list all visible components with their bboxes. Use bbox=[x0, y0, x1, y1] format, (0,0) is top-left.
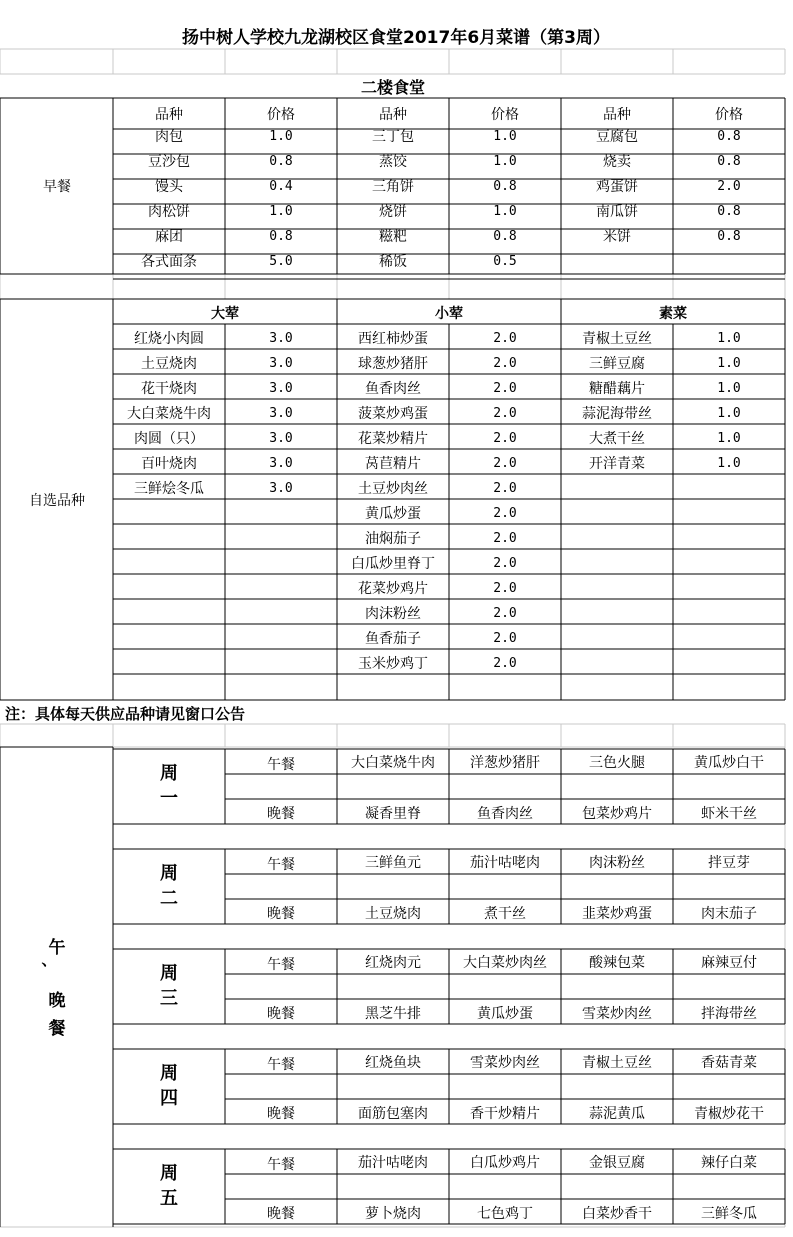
breakfast-item: 馒头 bbox=[155, 179, 183, 195]
optional-item: 黄瓜炒蛋 bbox=[365, 506, 421, 522]
lunch-dish: 红烧鱼块 bbox=[365, 1055, 421, 1071]
optional-item: 百叶烧肉 bbox=[141, 456, 197, 472]
dinner-dish: 三鲜冬瓜 bbox=[701, 1206, 757, 1222]
lunch-dish: 雪菜炒肉丝 bbox=[470, 1055, 540, 1071]
optional-item: 三鲜烩冬瓜 bbox=[134, 481, 204, 497]
canteen-subtitle: 二楼食堂 bbox=[360, 78, 426, 97]
optional-price: 1.0 bbox=[717, 331, 741, 346]
breakfast-item: 烧卖 bbox=[603, 154, 631, 170]
breakfast-item: 麻团 bbox=[155, 229, 183, 245]
dinner-dish: 面筋包塞肉 bbox=[358, 1106, 428, 1122]
breakfast-header: 品种 bbox=[379, 107, 407, 123]
dinner-dish: 煮干丝 bbox=[484, 906, 526, 922]
meal-label-lunch: 午 bbox=[48, 938, 66, 958]
optional-item: 红烧小肉圆 bbox=[134, 331, 204, 347]
breakfast-price: 0.8 bbox=[717, 229, 741, 244]
optional-item: 土豆炒肉丝 bbox=[358, 481, 428, 497]
dinner-dish: 蒜泥黄瓜 bbox=[589, 1106, 645, 1122]
optional-price: 3.0 bbox=[269, 381, 293, 396]
optional-header: 大荤 bbox=[211, 306, 239, 322]
breakfast-price: 1.0 bbox=[493, 129, 517, 144]
optional-price: 3.0 bbox=[269, 331, 293, 346]
dinner-dish: 七色鸡丁 bbox=[477, 1206, 533, 1222]
optional-price: 2.0 bbox=[493, 531, 517, 546]
optional-item: 糖醋藕片 bbox=[589, 381, 645, 397]
dinner-dish: 白菜炒香干 bbox=[582, 1206, 652, 1222]
lunch-label: 午餐 bbox=[267, 757, 295, 773]
dinner-label: 晚餐 bbox=[267, 1106, 295, 1122]
lunch-dish: 酸辣包菜 bbox=[589, 955, 645, 971]
dinner-dish: 土豆烧肉 bbox=[365, 906, 421, 922]
breakfast-price: 1.0 bbox=[493, 204, 517, 219]
dinner-dish: 肉末茄子 bbox=[701, 906, 757, 922]
optional-price: 3.0 bbox=[269, 456, 293, 471]
breakfast-price: 0.8 bbox=[269, 154, 293, 169]
lunch-dish: 白瓜炒鸡片 bbox=[470, 1155, 540, 1171]
optional-header: 小荤 bbox=[435, 306, 463, 322]
breakfast-item: 稀饭 bbox=[379, 254, 407, 270]
weekday-label: 周 bbox=[160, 763, 178, 784]
optional-price: 3.0 bbox=[269, 481, 293, 496]
optional-item: 花菜炒精片 bbox=[358, 431, 428, 447]
breakfast-item: 各式面条 bbox=[141, 254, 197, 270]
breakfast-item: 三角饼 bbox=[372, 179, 414, 195]
breakfast-price: 0.8 bbox=[269, 229, 293, 244]
weekday-label: 周 bbox=[160, 1163, 178, 1184]
notice-text: 注：具体每天供应品种请见窗口公告 bbox=[5, 705, 246, 723]
optional-price: 3.0 bbox=[269, 356, 293, 371]
optional-price: 2.0 bbox=[493, 331, 517, 346]
meal-label-mark: 、 bbox=[41, 951, 57, 969]
optional-price: 2.0 bbox=[493, 581, 517, 596]
weekday-label: 一 bbox=[160, 788, 178, 809]
lunch-label: 午餐 bbox=[267, 957, 295, 973]
lunch-dish: 红烧肉元 bbox=[365, 955, 421, 971]
breakfast-header: 品种 bbox=[603, 107, 631, 123]
breakfast-price: 5.0 bbox=[269, 254, 293, 269]
breakfast-item: 烧饼 bbox=[379, 204, 407, 220]
breakfast-item: 豆沙包 bbox=[148, 154, 190, 170]
breakfast-item: 豆腐包 bbox=[596, 129, 638, 145]
breakfast-item: 肉松饼 bbox=[148, 204, 190, 220]
dinner-dish: 韭菜炒鸡蛋 bbox=[582, 906, 652, 922]
breakfast-price: 0.5 bbox=[493, 254, 517, 269]
optional-item: 蒜泥海带丝 bbox=[582, 406, 652, 422]
breakfast-item: 米饼 bbox=[603, 229, 631, 245]
optional-header: 素菜 bbox=[659, 306, 687, 322]
lunch-dish: 金银豆腐 bbox=[589, 1155, 645, 1171]
optional-item: 鱼香茄子 bbox=[365, 631, 421, 647]
optional-item: 西红柿炒蛋 bbox=[358, 331, 428, 347]
lunch-label: 午餐 bbox=[267, 1157, 295, 1173]
breakfast-header: 价格 bbox=[715, 107, 743, 123]
breakfast-price: 0.8 bbox=[493, 229, 517, 244]
breakfast-header: 价格 bbox=[267, 107, 295, 123]
optional-price: 1.0 bbox=[717, 431, 741, 446]
lunch-label: 午餐 bbox=[267, 1057, 295, 1073]
dinner-dish: 拌海带丝 bbox=[701, 1006, 757, 1022]
optional-price: 1.0 bbox=[717, 406, 741, 421]
breakfast-price: 0.8 bbox=[717, 129, 741, 144]
optional-price: 2.0 bbox=[493, 431, 517, 446]
optional-label: 自选品种 bbox=[29, 493, 85, 509]
lunch-dish: 青椒土豆丝 bbox=[582, 1055, 652, 1071]
breakfast-item: 南瓜饼 bbox=[596, 204, 638, 220]
weekday-label: 周 bbox=[160, 863, 178, 884]
optional-price: 2.0 bbox=[493, 481, 517, 496]
dinner-label: 晚餐 bbox=[267, 806, 295, 822]
weekday-label: 三 bbox=[160, 988, 178, 1009]
optional-item: 肉沫粉丝 bbox=[365, 606, 421, 622]
optional-price: 2.0 bbox=[493, 356, 517, 371]
lunch-label: 午餐 bbox=[267, 857, 295, 873]
dinner-label: 晚餐 bbox=[267, 1006, 295, 1022]
optional-item: 大白菜烧牛肉 bbox=[127, 406, 211, 422]
optional-price: 1.0 bbox=[717, 381, 741, 396]
breakfast-item: 糍粑 bbox=[379, 229, 407, 245]
optional-price: 1.0 bbox=[717, 456, 741, 471]
breakfast-item: 三丁包 bbox=[372, 129, 414, 145]
optional-item: 土豆烧肉 bbox=[141, 356, 197, 372]
breakfast-header: 价格 bbox=[491, 107, 519, 123]
lunch-dish: 三鲜鱼元 bbox=[365, 855, 421, 871]
optional-item: 鱼香肉丝 bbox=[365, 381, 421, 397]
optional-price: 3.0 bbox=[269, 431, 293, 446]
dinner-dish: 青椒炒花干 bbox=[694, 1106, 764, 1122]
breakfast-label: 早餐 bbox=[43, 179, 71, 195]
optional-item: 青椒土豆丝 bbox=[582, 331, 652, 347]
breakfast-header: 品种 bbox=[155, 107, 183, 123]
dinner-dish: 萝卜烧肉 bbox=[365, 1206, 421, 1222]
dinner-dish: 雪菜炒肉丝 bbox=[582, 1006, 652, 1022]
lunch-dish: 茄汁咕咾肉 bbox=[470, 855, 540, 871]
breakfast-price: 0.4 bbox=[269, 179, 293, 194]
weekday-label: 周 bbox=[160, 963, 178, 984]
optional-price: 1.0 bbox=[717, 356, 741, 371]
lunch-dish: 三色火腿 bbox=[589, 755, 645, 771]
weekday-label: 四 bbox=[160, 1088, 178, 1109]
breakfast-price: 1.0 bbox=[269, 129, 293, 144]
breakfast-price: 2.0 bbox=[717, 179, 741, 194]
lunch-dish: 黄瓜炒白干 bbox=[694, 755, 764, 771]
optional-price: 2.0 bbox=[493, 381, 517, 396]
dinner-dish: 香干炒精片 bbox=[470, 1106, 540, 1122]
optional-item: 花菜炒鸡片 bbox=[358, 581, 428, 597]
optional-price: 2.0 bbox=[493, 656, 517, 671]
breakfast-item: 鸡蛋饼 bbox=[596, 179, 638, 195]
dinner-dish: 凝香里脊 bbox=[365, 806, 421, 822]
optional-item: 油焖茄子 bbox=[365, 531, 421, 547]
optional-price: 2.0 bbox=[493, 606, 517, 621]
dinner-dish: 包菜炒鸡片 bbox=[582, 806, 652, 822]
optional-price: 2.0 bbox=[493, 406, 517, 421]
optional-price: 2.0 bbox=[493, 631, 517, 646]
weekday-label: 周 bbox=[160, 1063, 178, 1084]
optional-item: 白瓜炒里脊丁 bbox=[351, 556, 435, 572]
optional-item: 大煮干丝 bbox=[589, 431, 645, 447]
breakfast-price: 1.0 bbox=[493, 154, 517, 169]
lunch-dish: 洋葱炒猪肝 bbox=[470, 755, 540, 771]
weekday-label: 二 bbox=[160, 888, 178, 909]
dinner-dish: 黑芝牛排 bbox=[365, 1006, 421, 1022]
lunch-dish: 大白菜炒肉丝 bbox=[463, 955, 547, 971]
lunch-dish: 大白菜烧牛肉 bbox=[351, 755, 435, 771]
breakfast-item: 肉包 bbox=[155, 129, 183, 145]
optional-item: 球葱炒猪肝 bbox=[358, 356, 428, 372]
lunch-dish: 香菇青菜 bbox=[701, 1055, 757, 1071]
breakfast-item: 蒸饺 bbox=[379, 154, 407, 170]
dinner-dish: 鱼香肉丝 bbox=[477, 806, 533, 822]
weekday-label: 五 bbox=[160, 1188, 178, 1209]
optional-item: 肉圆（只） bbox=[134, 431, 204, 447]
lunch-dish: 麻辣豆付 bbox=[701, 955, 757, 971]
optional-item: 玉米炒鸡丁 bbox=[358, 656, 428, 672]
meal-label-dinner: 晚 bbox=[48, 991, 66, 1011]
optional-price: 3.0 bbox=[269, 406, 293, 421]
lunch-dish: 肉沫粉丝 bbox=[589, 855, 645, 871]
dinner-label: 晚餐 bbox=[267, 906, 295, 922]
dinner-dish: 虾米干丝 bbox=[701, 806, 757, 822]
optional-item: 莴苣精片 bbox=[365, 456, 421, 472]
optional-item: 菠菜炒鸡蛋 bbox=[358, 406, 428, 422]
dinner-label: 晚餐 bbox=[267, 1206, 295, 1222]
optional-price: 2.0 bbox=[493, 556, 517, 571]
optional-item: 三鲜豆腐 bbox=[589, 356, 645, 372]
lunch-dish: 拌豆芽 bbox=[708, 855, 750, 871]
dinner-dish: 黄瓜炒蛋 bbox=[477, 1006, 533, 1022]
meal-label-meal: 餐 bbox=[48, 1019, 66, 1039]
optional-item: 开洋青菜 bbox=[589, 456, 645, 472]
breakfast-price: 0.8 bbox=[717, 204, 741, 219]
lunch-dish: 辣仔白菜 bbox=[701, 1155, 757, 1171]
optional-price: 2.0 bbox=[493, 456, 517, 471]
breakfast-price: 0.8 bbox=[493, 179, 517, 194]
page-title: 扬中树人学校九龙湖校区食堂2017年6月菜谱（第3周） bbox=[182, 28, 610, 48]
lunch-dish: 茄汁咕咾肉 bbox=[358, 1155, 428, 1171]
breakfast-price: 1.0 bbox=[269, 204, 293, 219]
breakfast-price: 0.8 bbox=[717, 154, 741, 169]
optional-item: 花干烧肉 bbox=[141, 381, 197, 397]
optional-price: 2.0 bbox=[493, 506, 517, 521]
